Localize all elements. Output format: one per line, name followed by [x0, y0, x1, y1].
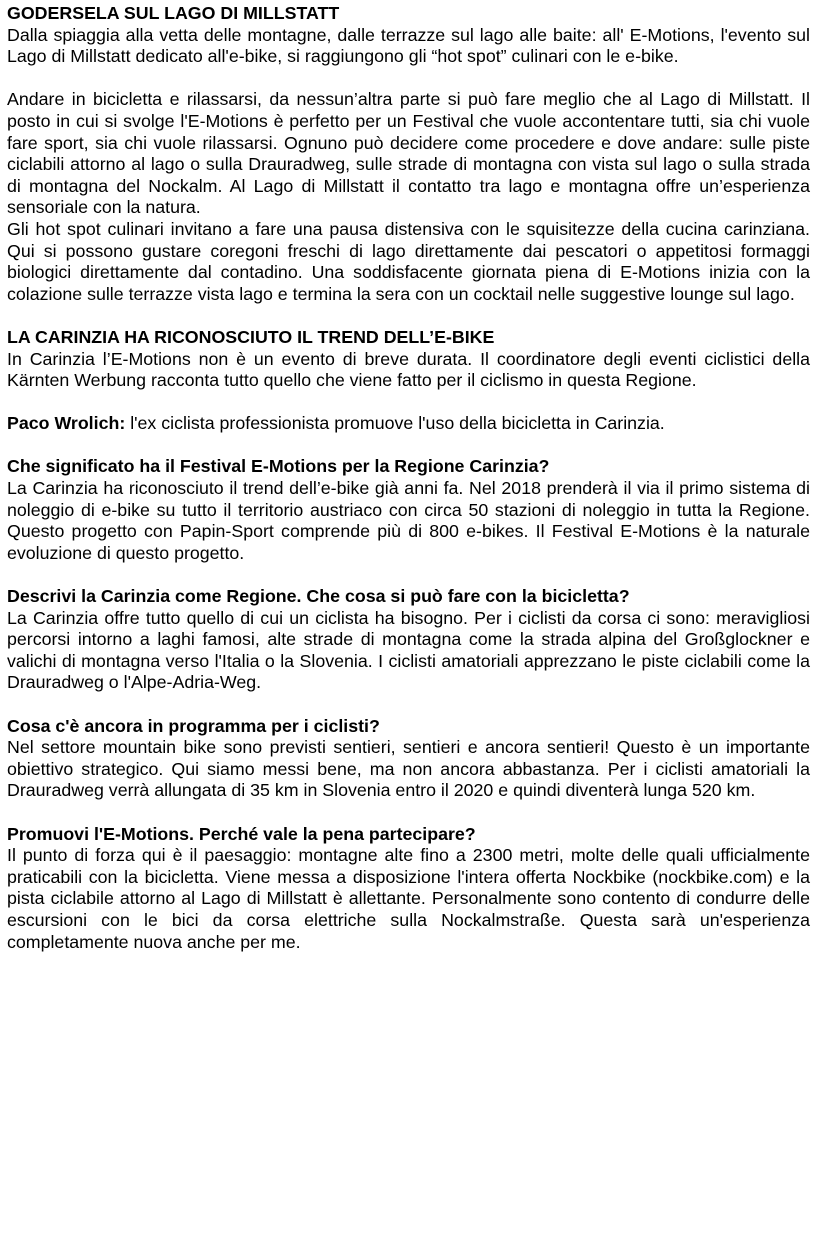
paragraph-gap: [7, 694, 810, 716]
paragraph-gap: [7, 435, 810, 457]
interview-question: Promuovi l'E-Motions. Perché vale la pena partecipare?: [7, 823, 476, 844]
speaker-line: [7, 413, 810, 435]
interview-answer: Il punto di forza qui è il paesaggio: montagne alte fino a 2300 metri, molte delle quali ufficialmente praticabili con la bicicletta. Viene messa a disposizione l'intera offerta Nockbike (nockbike.com) e la pista ciclabile attorno al Lago di Millstatt è allettante. Personalmente sono contento di condurre delle escursioni con le bici da corsa elettriche sulla Nockalmstraße. Questa sarà un'esperienza completamente nuova anche per me.: [7, 845, 810, 952]
paragraph-gap: [7, 802, 810, 824]
body-paragraph: Andare in bicicletta e rilassarsi, da nessun’altra parte si può fare meglio che al Lago di Millstatt. Il posto in cui si svolge l'E-Motions è perfetto per un Festival che vuole accontentare tutti, sia chi vuole fare sport, sia chi vuole rilassarsi. Ognuno può decidere come procedere e dove andare: sulle piste ciclabili attorno al lago o sulla Drauradweg, sulle strade di montagna con vista sul lago o sulla strada di montagna del Nockalm. Al Lago di Millstatt il contatto tra lago e montagna offre un’esperienza sensoriale con la natura.: [7, 89, 810, 218]
intro-paragraph: Dalla spiaggia alla vetta delle montagne, dalle terrazze sul lago alle baite: all' E-Motions, l'evento sul Lago di Millstatt dedicato all'e-bike, si raggiungono gli “hot spot” culinari con le e-bike.: [7, 24, 810, 67]
section-heading: LA CARINZIA HA RICONOSCIUTO IL TREND DELL’E-BIKE: [7, 326, 495, 347]
section-millstatt: [7, 3, 810, 305]
speaker-description: l'ex ciclista professionista promuove l'uso della bicicletta in Carinzia.: [125, 413, 665, 434]
paragraph-gap: [7, 392, 810, 414]
body-paragraph: Gli hot spot culinari invitano a fare una pausa distensiva con le squisitezze della cucina carinziana. Qui si possono gustare coregoni freschi di lago direttamente dai pescatori o appetitosi formaggi biologici direttamente dal contadino. Una soddisfacente giornata piena di E-Motions inizia con la colazione sulle terrazze vista lago e termina la sera con un cocktail nelle suggestive lounge sul lago.: [7, 218, 810, 304]
paragraph-gap: [7, 564, 810, 586]
interview-question: Cosa c'è ancora in programma per i ciclisti?: [7, 715, 380, 736]
qa-block: [7, 456, 810, 564]
paragraph-gap: [7, 305, 810, 327]
section-heading: GODERSELA SUL LAGO DI MILLSTATT: [7, 3, 340, 23]
interview-answer: Nel settore mountain bike sono previsti sentieri, sentieri e ancora sentieri! Questo è un importante obiettivo strategico. Qui siamo messi bene, ma non ancora abbastanza. Per i ciclisti amatoriali la Drauradweg verrà allungata di 35 km in Slovenia entro il 2020 e quindi diventerà lunga 520 km.: [7, 737, 810, 801]
section-carinzia: [7, 327, 810, 435]
interview-question: Descrivi la Carinzia come Regione. Che cosa si può fare con la bicicletta?: [7, 586, 630, 607]
interview-answer: La Carinzia offre tutto quello di cui un ciclista ha bisogno. Per i ciclisti da corsa ci sono: meravigliosi percorsi intorno a laghi famosi, alte strade di montagna come la strada alpina del Großglockner e valichi di montagna verso l'Italia o la Slovenia. I ciclisti amatoriali apprezzano le piste ciclabili come la Drauradweg o l'Alpe-Adria-Weg.: [7, 607, 810, 693]
intro-paragraph: In Carinzia l’E-Motions non è un evento di breve durata. Il coordinatore degli eventi ciclistici della Kärnten Werbung racconta tutto quello che viene fatto per il ciclismo in questa Regione.: [7, 348, 810, 391]
qa-block: [7, 824, 810, 954]
paragraph-gap: [7, 68, 810, 90]
speaker-name: Paco Wrolich:: [7, 413, 126, 434]
qa-block: [7, 716, 810, 802]
interview-answer: La Carinzia ha riconosciuto il trend dell’e-bike già anni fa. Nel 2018 prenderà il via il primo sistema di noleggio di e-bike su tutto il territorio austriaco con circa 50 stazioni di noleggio in tutta la Regione. Questo progetto con Papin-Sport comprende più di 800 e-bikes. Il Festival E-Motions è la naturale evoluzione di questo progetto.: [7, 478, 810, 563]
qa-block: [7, 586, 810, 694]
interview-question: Che significato ha il Festival E-Motions per la Regione Carinzia?: [7, 456, 550, 477]
